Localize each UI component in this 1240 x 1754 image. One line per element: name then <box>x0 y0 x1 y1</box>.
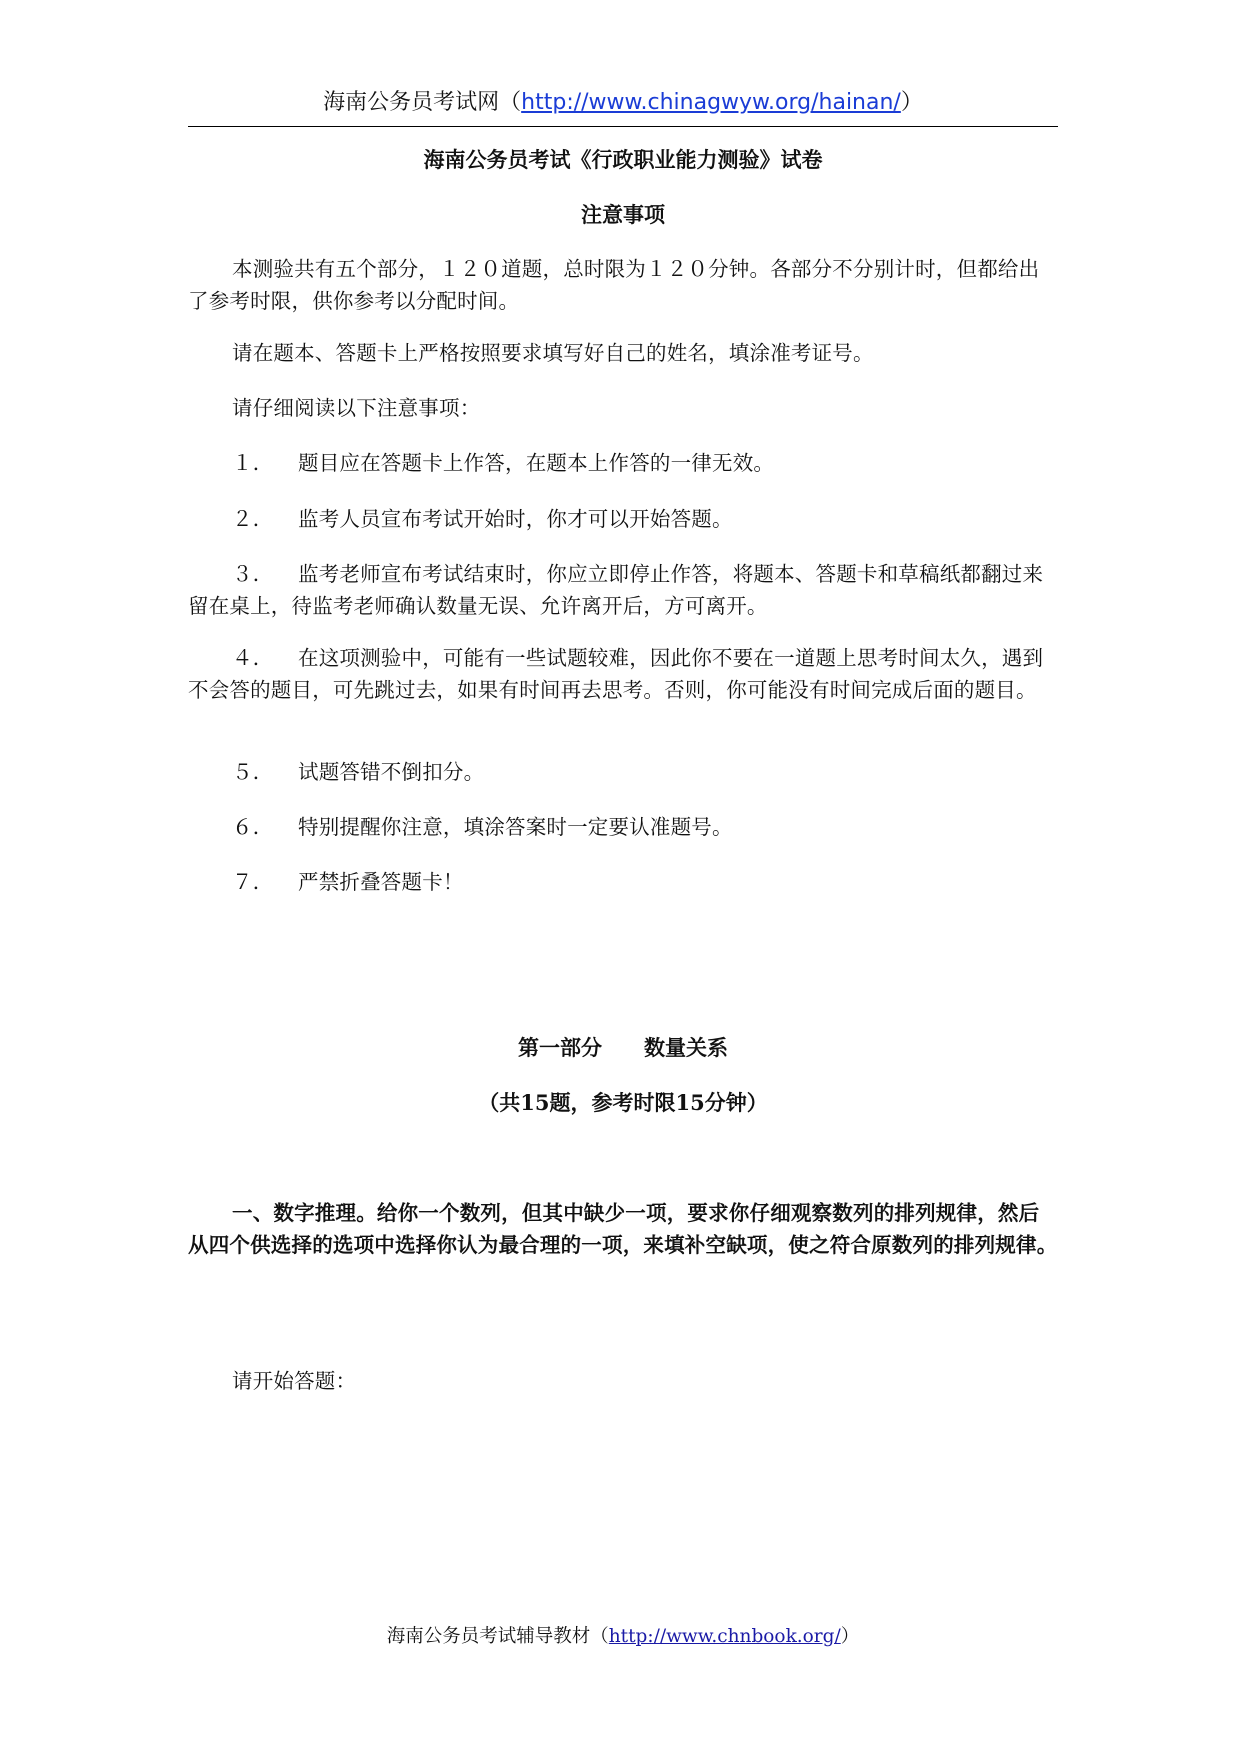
header-site-name: 海南公务员考试网（ <box>323 90 522 115</box>
rule-number: ４． <box>232 646 274 670</box>
rule-item-3 <box>188 558 1058 622</box>
rule-number: １． <box>232 451 274 475</box>
rule-text: 监考老师宣布考试结束时，你应立即停止作答，将题本、答题卡和草稿纸都翻过来留在桌上，待监考老师确认数量无误、允许离开后，方可离开。 <box>188 562 1044 618</box>
footer-url-link[interactable]: http://www.chnbook.org/ <box>608 1626 841 1647</box>
document-title: 海南公务员考试《行政职业能力测验》试卷 <box>423 147 823 172</box>
rule-number: ２． <box>232 507 274 531</box>
rule-number: ６． <box>232 815 274 839</box>
page-footer <box>188 1624 1058 1650</box>
header-close-paren: ） <box>900 90 923 115</box>
rule-text: 严禁折叠答题卡！ <box>298 870 464 894</box>
rule-item-5 <box>188 756 1058 788</box>
footer-close-paren: ） <box>840 1626 860 1647</box>
start-prompt: 请开始答题： <box>232 1369 357 1393</box>
page-header <box>188 88 1058 127</box>
rule-item-7 <box>188 866 1058 898</box>
rule-number: ５． <box>232 760 274 784</box>
section1-instruction: 一、数字推理。给你一个数列，但其中缺少一项，要求你仔细观察数列的排列规律，然后从四个供选择的选项中选择你认为最合理的一项，来填补空缺项，使之符合原数列的排列规律。 <box>188 1201 1058 1257</box>
rule-text: 试题答错不倒扣分。 <box>298 760 485 784</box>
intro-paragraph-2: 请在题本、答题卡上严格按照要求填写好自己的姓名，填涂准考证号。 <box>232 341 874 365</box>
part1-heading: 第一部分 数量关系 <box>518 1035 728 1060</box>
rule-number: ３． <box>232 562 274 586</box>
rule-item-2 <box>188 503 1058 535</box>
rule-text: 在这项测验中，可能有一些试题较难，因此你不要在一道题上思考时间太久，遇到不会答的题目，可先跳过去，如果有时间再去思考。否则，你可能没有时间完成后面的题目。 <box>188 646 1044 702</box>
rule-number: ７． <box>232 870 274 894</box>
rule-item-4 <box>188 642 1058 706</box>
footer-text: 海南公务员考试辅导教材（ <box>386 1626 609 1647</box>
rule-item-1 <box>188 447 1058 479</box>
notice-heading: 注意事项 <box>581 202 665 227</box>
header-url-link[interactable]: http://www.chinagwyw.org/hainan/ <box>521 90 901 115</box>
intro-paragraph-3: 请仔细阅读以下注意事项： <box>232 396 481 420</box>
rule-text: 特别提醒你注意，填涂答案时一定要认准题号。 <box>298 815 733 839</box>
part1-subheading: （共15题，参考时限15分钟） <box>478 1090 768 1115</box>
intro-paragraph-1: 本测验共有五个部分，１２０道题，总时限为１２０分钟。各部分不分别计时，但都给出了参考时限，供你参考以分配时间。 <box>188 257 1040 313</box>
rule-text: 题目应在答题卡上作答，在题本上作答的一律无效。 <box>298 451 775 475</box>
rule-text: 监考人员宣布考试开始时，你才可以开始答题。 <box>298 507 733 531</box>
rule-item-6 <box>188 811 1058 843</box>
